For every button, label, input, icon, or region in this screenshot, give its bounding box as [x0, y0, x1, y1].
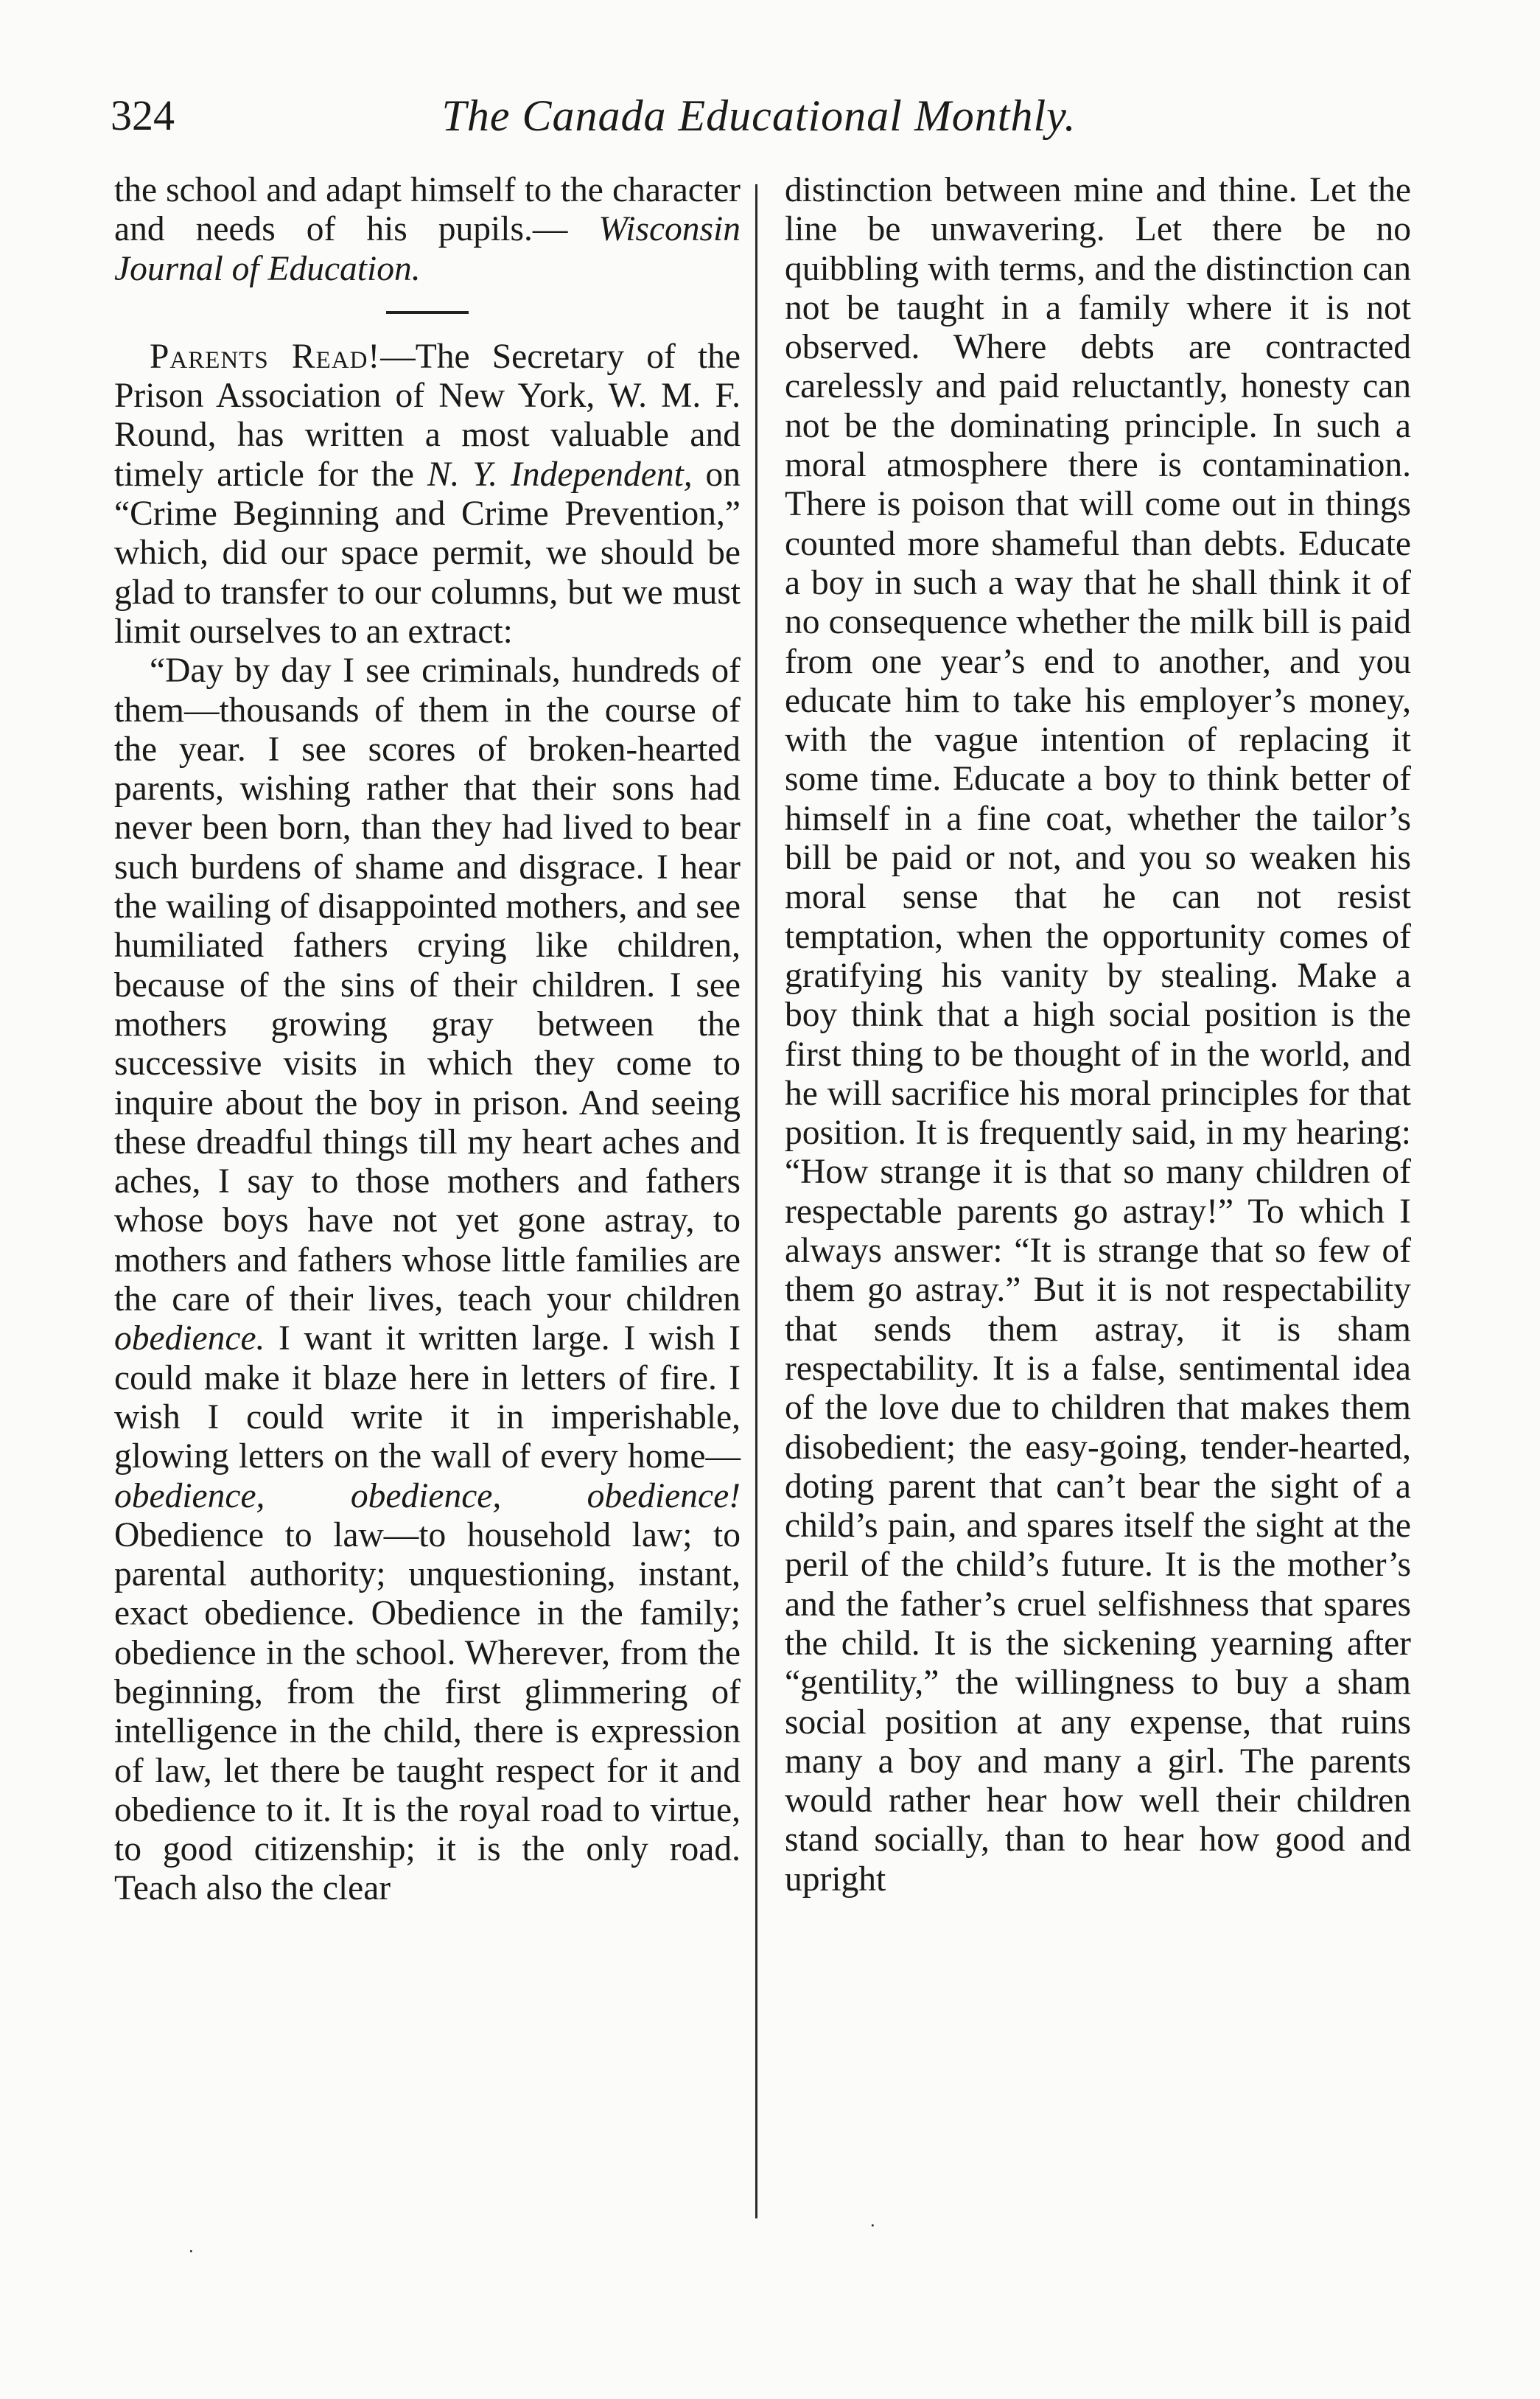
article-heading: Parents Read!	[150, 337, 381, 376]
right-column-paragraph: distinction between mine and thine. Let the line be unwavering. Let there be no quibbling with terms, and the distinction can not be taught in a family where it is not observed. Where debts are contracted carelessly and paid reluctantly, honesty can not be the dominating principle. In such a moral atmosphere there is contamination. There is poison that will come out in things counted more shameful than debts. Educate a boy in such a way that he shall think it of no consequence whether the milk bill is paid from one year’s end to another, and you educate him to take his employer’s money, with the vague intention of replacing it some time. Educate a boy to think better of himself in a fine coat, whether the tailor’s bill be paid or not, and you so weaken his moral sense that he can not resist temptation, when the opportunity comes of gratifying his vanity by stealing. Make a boy think that a high social position is the first thing to be thought of in the world, and he will sacrifice his moral principles for that position. It is frequently said, in my hearing: “How strange it is that so many children of respectable parents go astray!” To which I always answer: “It is strange that so few of them go astray.” But it is not respectability that sends them astray, it is sham respectability. It is a false, sentimental idea of the love due to children that makes them disobedient; the easy-going, tender-hearted, doting parent that can’t bear the sight of a child’s pain, and spares itself the sight at the peril of the child’s future. It is the mother’s and the father’s cruel selfishness that spares the child. It is the sickening yearning after “gentility,” the willingness to buy a sham social position at any expense, that ruins many a boy and many a girl. The parents would rather hear how well their children stand socially, than to hear how good and upright	[785, 171, 1411, 1899]
quote-text-1: “Day by day I see criminals, hundreds of them—thousands of them in the course of the year. I see scores of broken-hearted parents, wishing rather that their sons had never been born, than they had lived to bear such burdens of shame and disgrace. I hear the wailing of disappointed mothers, and see humiliated fathers crying like children, because of the sins of their children. I see mothers growing gray between the successive visits in which they come to inquire about the boy in prison. And seeing these dreadful things till my heart aches and aches, I say to those mothers and fathers whose boys have not yet gone astray, to mothers and fathers whose little families are the care of their lives, teach your children	[114, 652, 741, 1319]
continued-paragraph	[114, 171, 741, 289]
publication-name: N. Y. Independent,	[427, 455, 693, 494]
page-header	[111, 90, 1407, 142]
quotation-paragraph	[114, 652, 741, 1909]
print-speck: ·	[188, 2241, 195, 2262]
quote-text-2: I want it written large. I wish I could make it blaze here in letters of fire. I wish I could write it in imperishable, glowing letters on the wall of every home—	[114, 1319, 741, 1476]
left-column	[114, 171, 741, 1909]
column-rule	[755, 184, 757, 2218]
source-citation: Wisconsin Journal of Education.	[114, 210, 741, 288]
page-number: 324	[111, 91, 175, 139]
quote-emphasis-2: obedience, obedience, obedience!	[114, 1476, 741, 1515]
article-intro-paragraph	[114, 338, 741, 652]
section-divider	[386, 311, 469, 314]
quote-emphasis-1: obedience.	[114, 1319, 265, 1358]
intro-text-2: on “Crime Beginning and Crime Prevention,” which, did our space permit, we should be glad to transfer to our columns, but we must limit ourselves to an extract:	[114, 455, 741, 651]
right-column	[785, 171, 1411, 1899]
continued-text: the school and adapt himself to the character and needs of his pupils.—	[114, 171, 741, 249]
running-title: The Canada Educational Monthly.	[441, 91, 1077, 140]
print-speck: ·	[869, 2215, 876, 2236]
quote-text-3: Obedience to law—to household law; to parental authority; unquestioning, instant, exact obedience. Obedience in the family; obedience in the school. Wherever, from the beginning, from the first glimmering of intelligence in the child, there is expression of law, let there be taught respect for it and obedience to it. It is the royal road to virtue, to good citizenship; it is the only road. Teach also the clear	[114, 1515, 741, 1908]
intro-text-1: —The Secretary of the Prison Association of New York, W. M. F. Round, has written a most valuable and timely article for the	[114, 337, 741, 494]
